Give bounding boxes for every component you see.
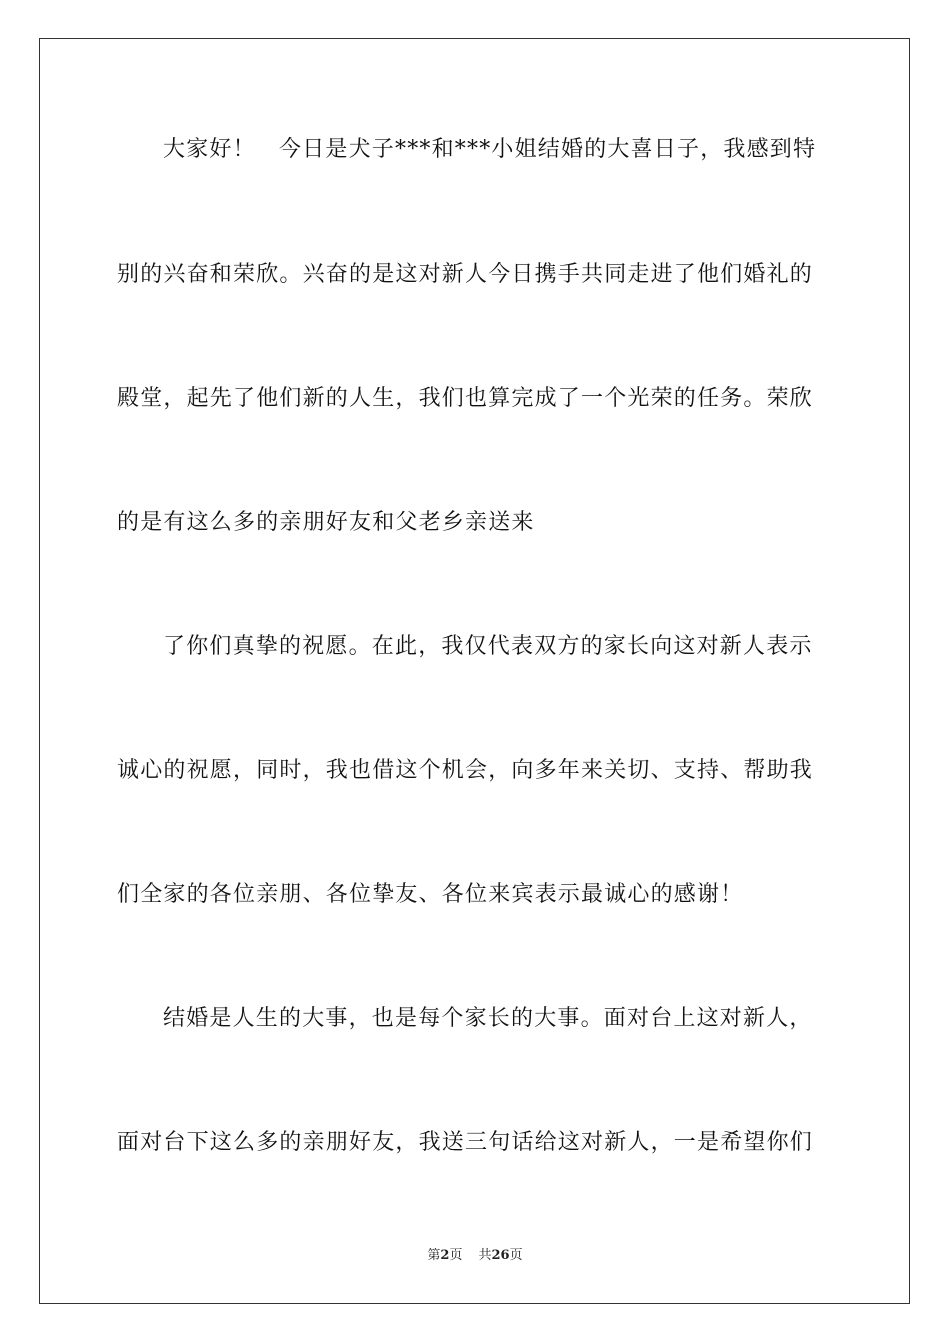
page-footer: [0, 1246, 950, 1266]
body-line-9: 面对台下这么多的亲朋好友，我送三句话给这对新人，一是希望你们: [117, 1130, 814, 1155]
body-line-4: 的是有这么多的亲朋好友和父老乡亲送来: [117, 510, 535, 535]
body-line-5: 了你们真挚的祝愿。在此，我仅代表双方的家长向这对新人表示: [163, 634, 813, 659]
total-prefix: 共: [478, 1248, 492, 1263]
page-number: 2: [440, 1248, 450, 1263]
body-line-3: 殿堂，起先了他们新的人生，我们也算完成了一个光荣的任务。荣欣: [117, 386, 814, 411]
page-prefix: 第: [427, 1248, 441, 1263]
body-line-8: 结婚是人生的大事，也是每个家长的大事。面对台上这对新人，: [163, 1006, 813, 1031]
total-suffix: 页: [509, 1248, 523, 1263]
page-border: [39, 38, 910, 1304]
body-line-7: 们全家的各位亲朋、各位挚友、各位来宾表示最诚心的感谢！: [117, 882, 744, 907]
page-suffix: 页: [449, 1248, 463, 1263]
body-line-1: 大家好！ 今日是犬子***和***小姐结婚的大喜日子，我感到特: [163, 137, 817, 162]
total-pages: 26: [491, 1248, 510, 1263]
body-line-6: 诚心的祝愿，同时，我也借这个机会，向多年来关切、支持、帮助我: [117, 758, 814, 783]
body-line-2: 别的兴奋和荣欣。兴奋的是这对新人今日携手共同走进了他们婚礼的: [117, 262, 814, 287]
